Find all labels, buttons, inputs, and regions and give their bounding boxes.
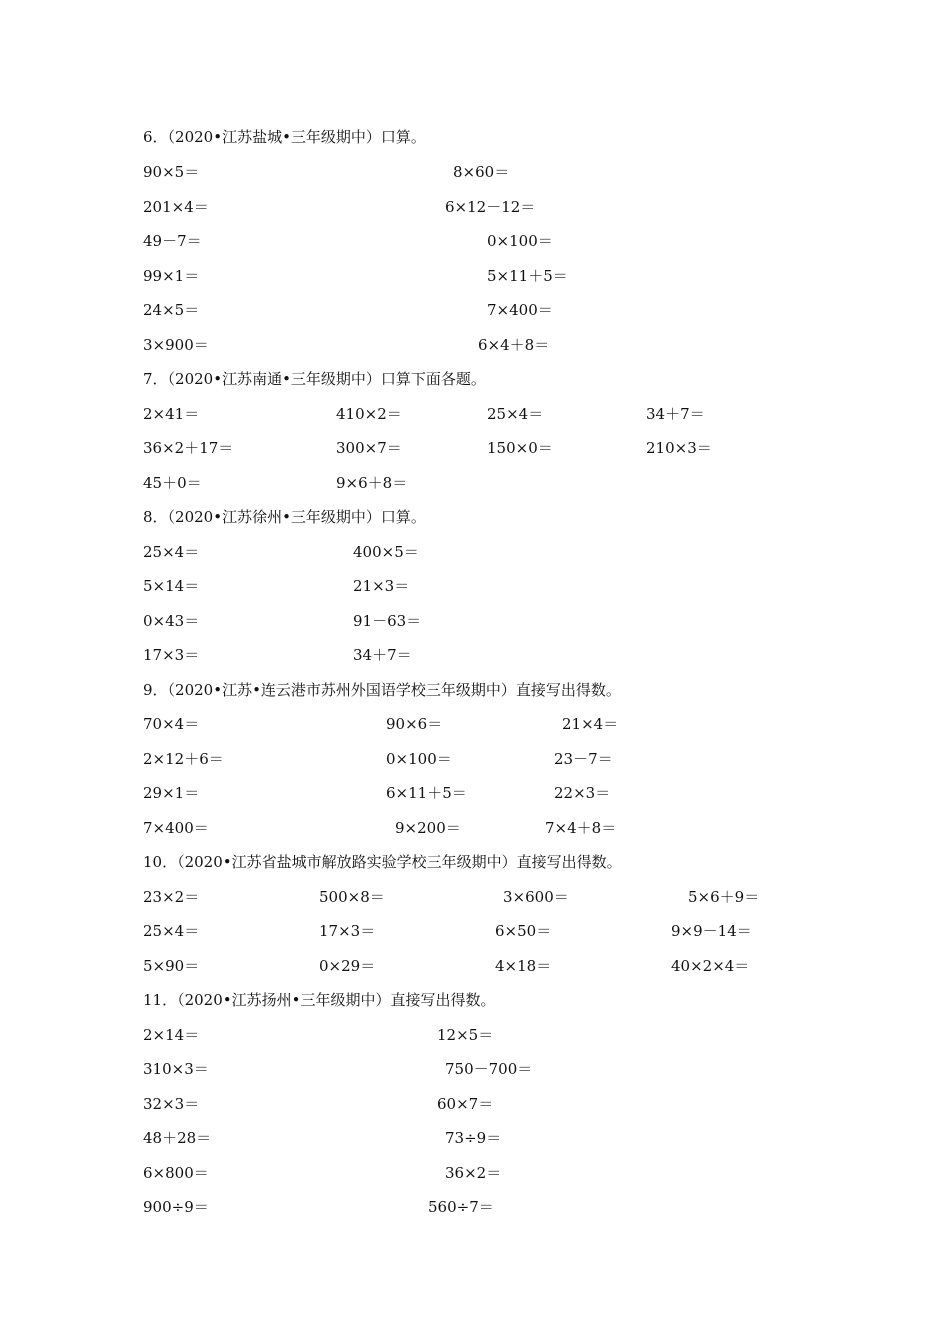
problem: 70×4＝ bbox=[143, 715, 200, 733]
problem: 201×4＝ bbox=[143, 198, 209, 216]
problem: 7×400＝ bbox=[143, 819, 209, 837]
problem: 24×5＝ bbox=[143, 301, 200, 319]
problem: 2×41＝ bbox=[143, 405, 200, 423]
problem: 7×4＋8＝ bbox=[545, 819, 617, 837]
problem: 400×5＝ bbox=[353, 543, 419, 561]
problem: 210×3＝ bbox=[646, 439, 712, 457]
problem: 36×2＝ bbox=[445, 1164, 502, 1182]
question-heading-8: 8．（2020•江苏徐州•三年级期中）口算。 bbox=[143, 508, 426, 526]
problem: 6×4＋8＝ bbox=[478, 336, 550, 354]
problem: 8×60＝ bbox=[453, 163, 510, 181]
problem: 500×8＝ bbox=[319, 888, 385, 906]
problem: 48＋28＝ bbox=[143, 1129, 212, 1147]
problem: 23－7＝ bbox=[554, 750, 613, 768]
problem: 23×2＝ bbox=[143, 888, 200, 906]
question-heading-9: 9．（2020•江苏•连云港市苏州外国语学校三年级期中）直接写出得数。 bbox=[143, 681, 621, 699]
problem: 34＋7＝ bbox=[646, 405, 705, 423]
problem: 4×18＝ bbox=[495, 957, 552, 975]
problem: 5×90＝ bbox=[143, 957, 200, 975]
problem: 25×4＝ bbox=[143, 922, 200, 940]
problem: 60×7＝ bbox=[437, 1095, 494, 1113]
problem: 32×3＝ bbox=[143, 1095, 200, 1113]
problem: 150×0＝ bbox=[487, 439, 553, 457]
problem: 410×2＝ bbox=[336, 405, 402, 423]
problem: 12×5＝ bbox=[437, 1026, 494, 1044]
problem: 6×50＝ bbox=[495, 922, 552, 940]
question-heading-11: 11．（2020•江苏扬州•三年级期中）直接写出得数。 bbox=[143, 991, 496, 1009]
problem: 17×3＝ bbox=[319, 922, 376, 940]
problem: 29×1＝ bbox=[143, 784, 200, 802]
problem: 560÷7＝ bbox=[428, 1198, 494, 1216]
problem: 73÷9＝ bbox=[445, 1129, 502, 1147]
problem: 17×3＝ bbox=[143, 646, 200, 664]
problem: 22×3＝ bbox=[554, 784, 611, 802]
problem: 49－7＝ bbox=[143, 232, 202, 250]
problem: 45＋0＝ bbox=[143, 474, 202, 492]
problem: 5×14＝ bbox=[143, 577, 200, 595]
problem: 34＋7＝ bbox=[353, 646, 412, 664]
problem: 9×6＋8＝ bbox=[336, 474, 408, 492]
problem: 0×100＝ bbox=[487, 232, 553, 250]
problem: 3×600＝ bbox=[503, 888, 569, 906]
problem: 2×14＝ bbox=[143, 1026, 200, 1044]
problem: 21×4＝ bbox=[562, 715, 619, 733]
question-heading-6: 6．（2020•江苏盐城•三年级期中）口算。 bbox=[143, 128, 426, 146]
problem: 99×1＝ bbox=[143, 267, 200, 285]
problem: 5×11＋5＝ bbox=[487, 267, 568, 285]
problem: 5×6＋9＝ bbox=[688, 888, 760, 906]
problem: 9×9－14＝ bbox=[671, 922, 752, 940]
problem: 0×43＝ bbox=[143, 612, 200, 630]
problem: 300×7＝ bbox=[336, 439, 402, 457]
problem: 310×3＝ bbox=[143, 1060, 209, 1078]
problem: 900÷9＝ bbox=[143, 1198, 209, 1216]
problem: 0×29＝ bbox=[319, 957, 376, 975]
problem: 40×2×4＝ bbox=[671, 957, 750, 975]
question-heading-7: 7．（2020•江苏南通•三年级期中）口算下面各题。 bbox=[143, 370, 486, 388]
problem: 750－700＝ bbox=[445, 1060, 533, 1078]
problem: 36×2＋17＝ bbox=[143, 439, 234, 457]
problem: 7×400＝ bbox=[487, 301, 553, 319]
problem: 3×900＝ bbox=[143, 336, 209, 354]
problem: 6×800＝ bbox=[143, 1164, 209, 1182]
problem: 0×100＝ bbox=[386, 750, 452, 768]
problem: 25×4＝ bbox=[487, 405, 544, 423]
problem: 21×3＝ bbox=[353, 577, 410, 595]
question-heading-10: 10．（2020•江苏省盐城市解放路实验学校三年级期中）直接写出得数。 bbox=[143, 853, 622, 871]
problem: 90×5＝ bbox=[143, 163, 200, 181]
problem: 2×12＋6＝ bbox=[143, 750, 224, 768]
problem: 6×11＋5＝ bbox=[386, 784, 467, 802]
problem: 25×4＝ bbox=[143, 543, 200, 561]
problem: 90×6＝ bbox=[386, 715, 443, 733]
problem: 6×12－12＝ bbox=[445, 198, 536, 216]
problem: 91－63＝ bbox=[353, 612, 422, 630]
problem: 9×200＝ bbox=[395, 819, 461, 837]
